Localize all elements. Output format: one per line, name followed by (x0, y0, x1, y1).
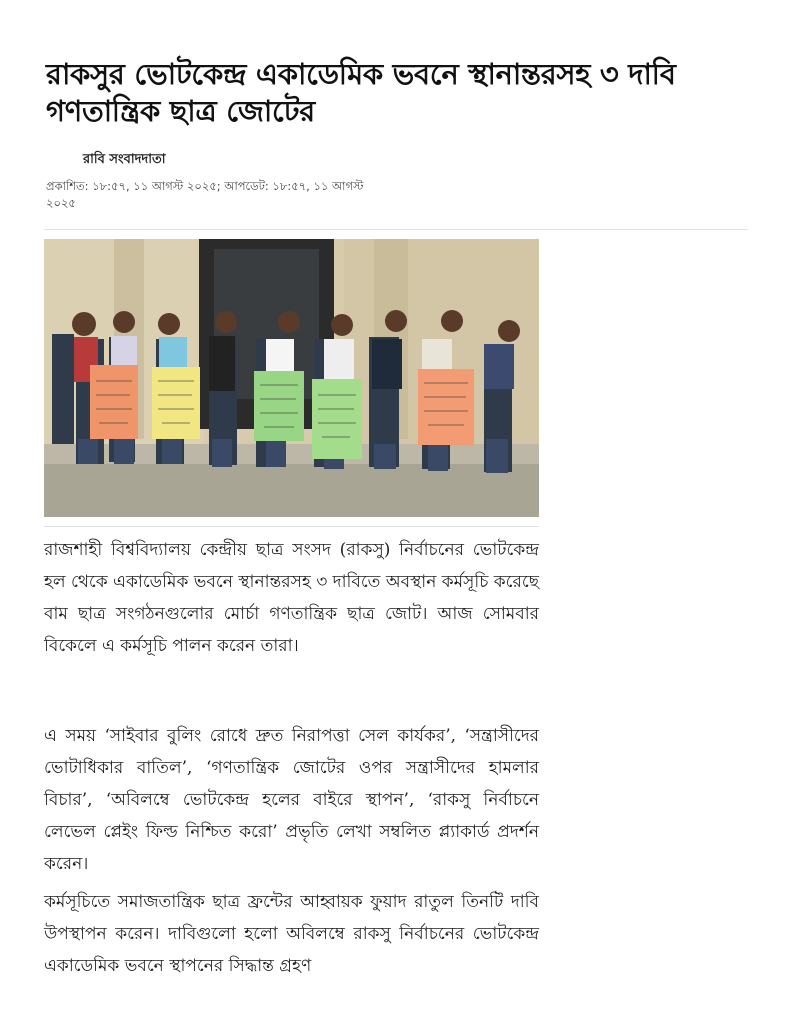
placard-yellow (152, 367, 200, 439)
article-paragraph-3: কর্মসূচিতে সমাজতান্ত্রিক ছাত্র ফ্রন্টের আহ্বায়ক ফুয়াদ রাতুল তিনটি দাবি উপস্থাপন করেন। দাবিগুলো হলো অবিলম্বে রাকসু নির্বাচনের ভোটকেন্দ্র একাডেমিক ভবনে স্থাপনের সিদ্ধান্ত গ্রহণ (44, 892, 539, 976)
article-paragraph-2: এ সময় ‘সাইবার বুলিং রোধে দ্রুত নিরাপত্তা সেল কার্যকর’, ‘সন্ত্রাসীদের ভোটাধিকার বাতিল’, ‘গণতান্ত্রিক জোটের ওপর সন্ত্রাসীদের হামলার বিচার’, ‘অবিলম্বে ভোটকেন্দ্র হলের বাইরে স্থাপন’, ‘রাকসু নির্বাচনে লেভেল প্লেইং ফিল্ড নিশ্চিত করো’ প্রভৃতি লেখা সম্বলিত প্ল্যাকার্ড প্রদর্শন করেন। (44, 726, 539, 874)
placard-orange-left (90, 365, 138, 439)
photo-divider (44, 526, 539, 527)
article-byline: রাবি সংবাদদাতা (83, 152, 166, 167)
placard-orange-right (418, 369, 474, 445)
article-dates: প্রকাশিত: ১৮:৫৭, ১১ আগস্ট ২০২৫; আপডেট: ১৮:৫৭, ১১ আগস্ট ২০২৫ (46, 179, 364, 210)
header-divider (44, 229, 748, 230)
article-headline: রাকসুর ভোটকেন্দ্র একাডেমিক ভবনে স্থানান্তরসহ ৩ দাবি গণতান্ত্রিক ছাত্র জোটের (46, 57, 676, 128)
placard-green-1 (254, 371, 304, 441)
protest-photo-illustration (44, 239, 539, 517)
article-photo (44, 239, 539, 517)
placard-green-2 (312, 379, 362, 459)
article-paragraph-1: রাজশাহী বিশ্ববিদ্যালয় কেন্দ্রীয় ছাত্র সংসদ (রাকসু) নির্বাচনের ভোটকেন্দ্র হল থেকে একাডেমিক ভবনে স্থানান্তরসহ ৩ দাবিতে অবস্থান কর্মসূচি করেছে বাম ছাত্র সংগঠনগুলোর মোর্চা গণতান্ত্রিক ছাত্র জোট। আজ সোমবার বিকেলে এ কর্মসূচি পালন করেন তারা। (44, 540, 539, 656)
